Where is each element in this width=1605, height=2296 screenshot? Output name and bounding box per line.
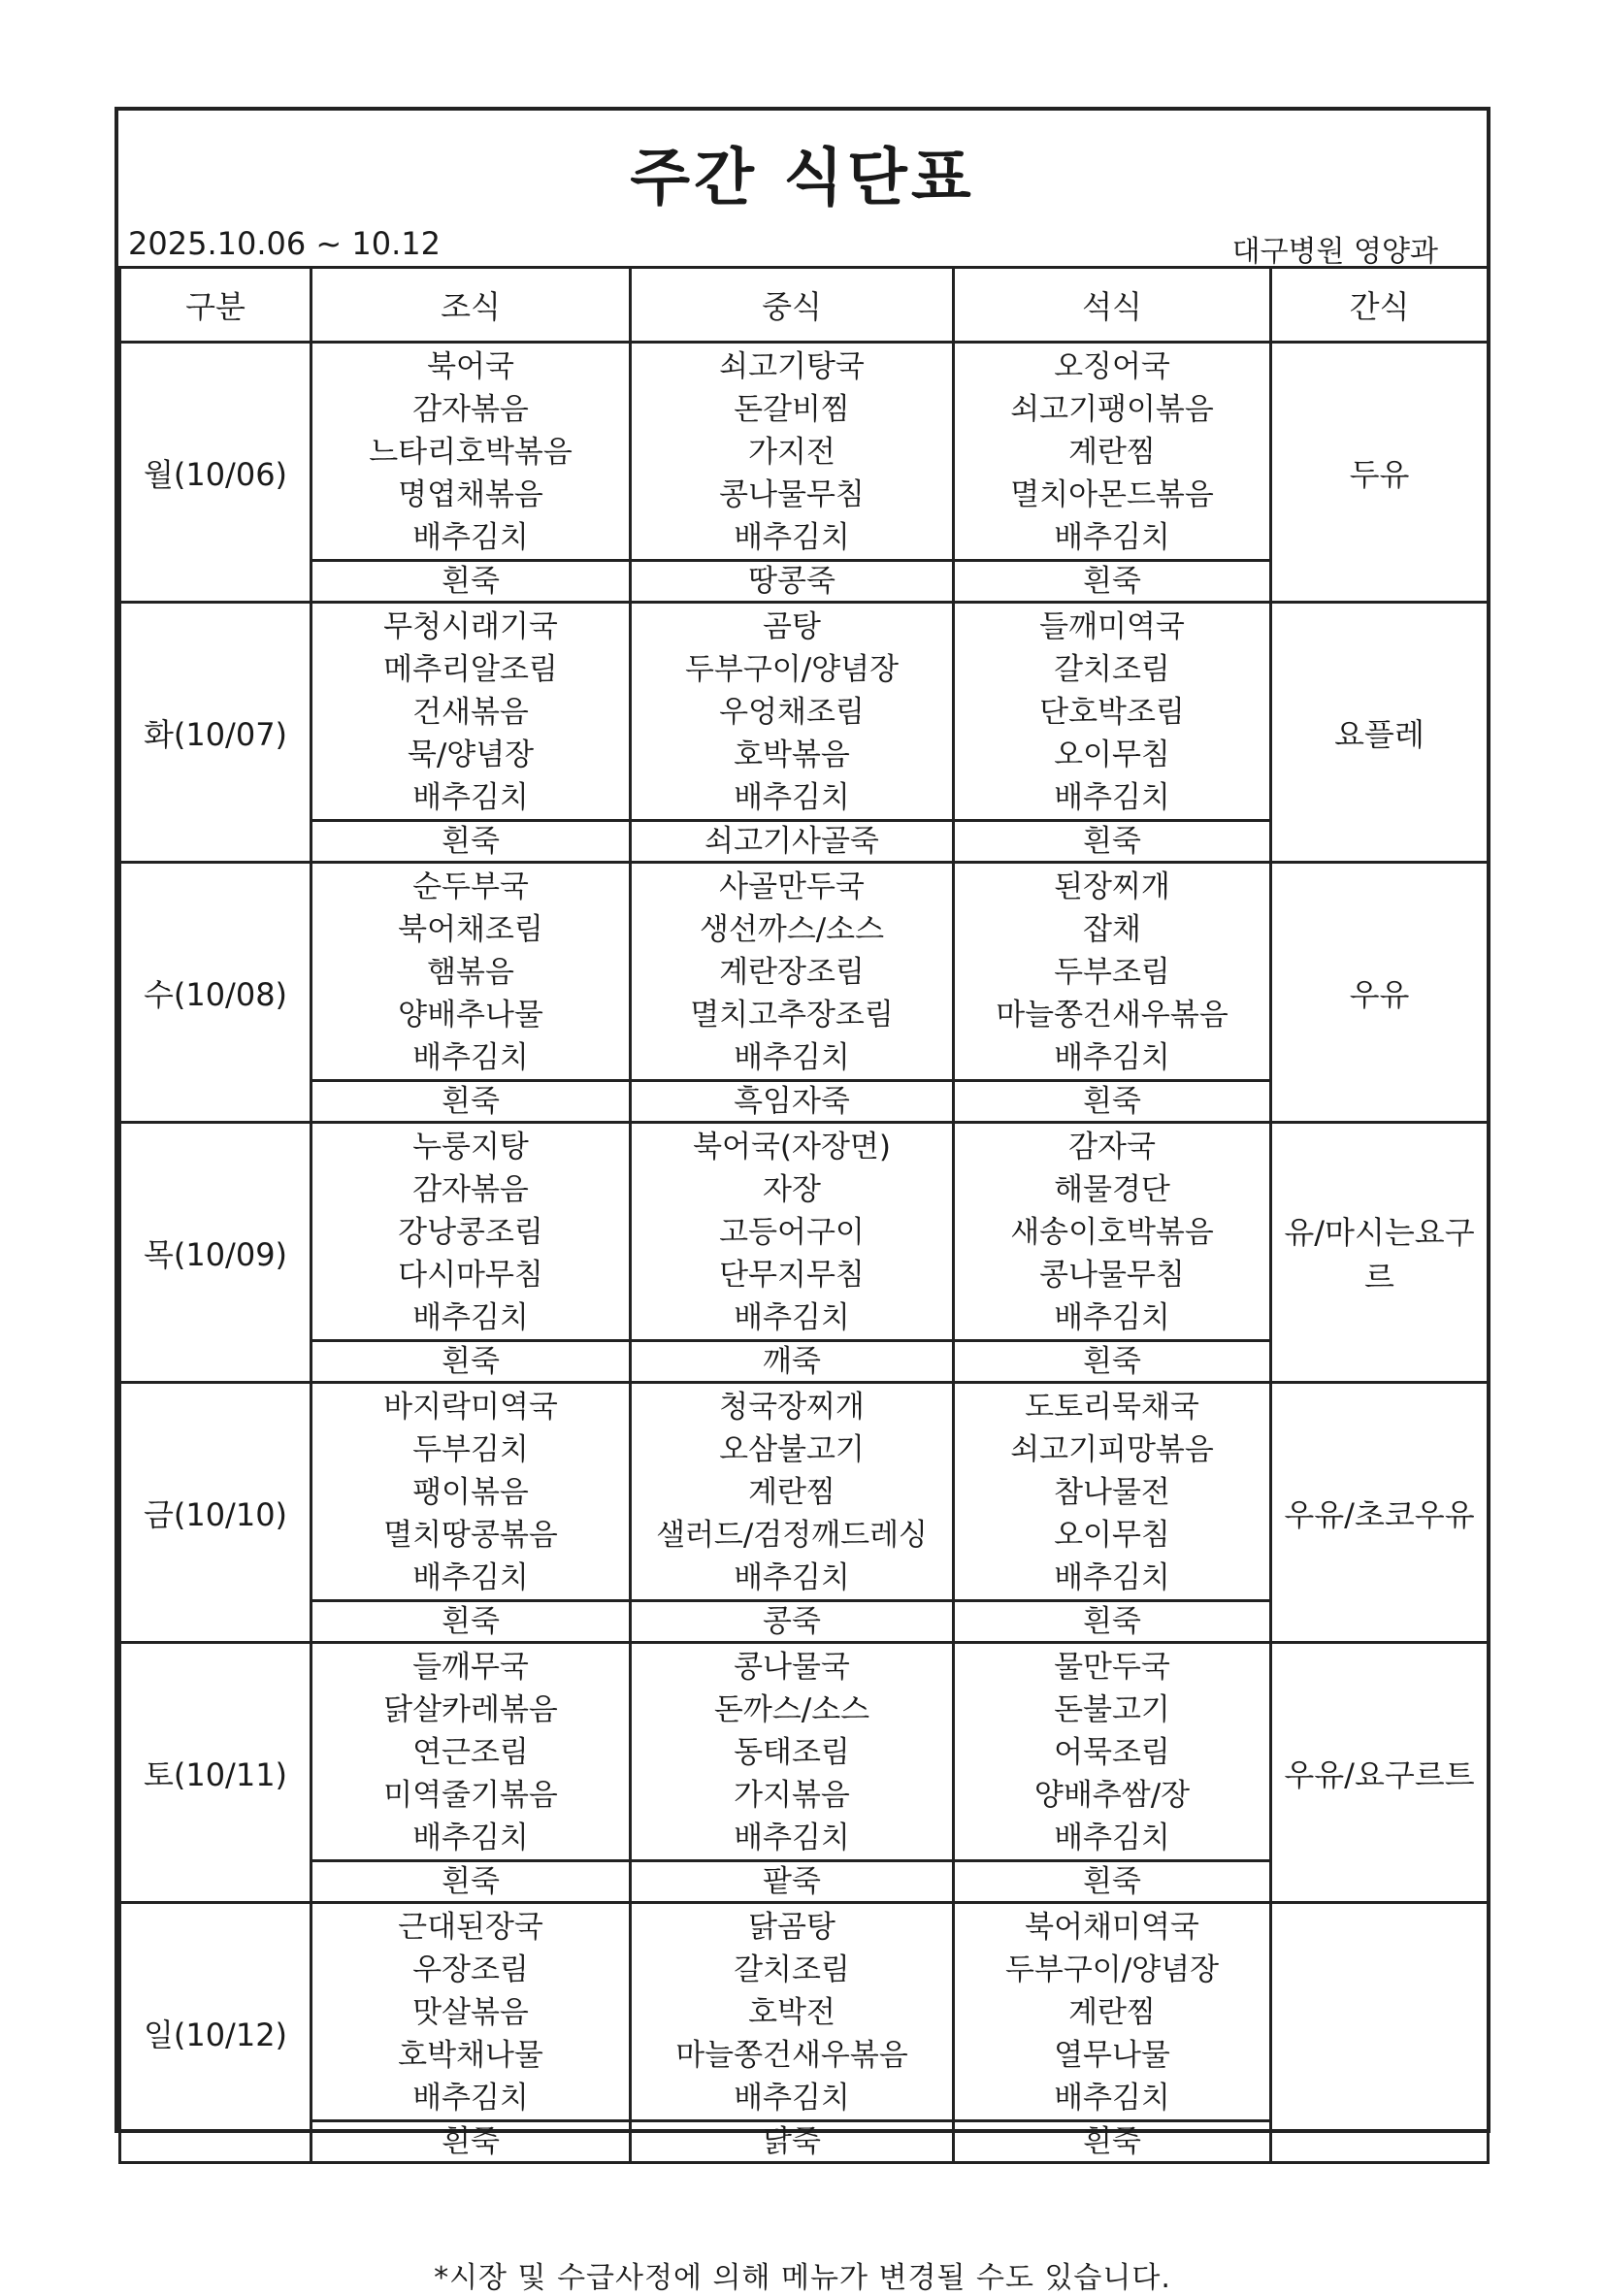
menu-item: 우장조림: [412, 1952, 529, 1987]
header-row: [120, 268, 1489, 343]
porridge-item: 흰죽: [311, 561, 631, 603]
porridge-item: 콩죽: [631, 1601, 954, 1643]
menu-item: 가지볶음: [734, 1778, 850, 1813]
menu-item: 갈치조림: [734, 1952, 850, 1987]
menu-item: 배추김치: [734, 1560, 850, 1595]
day-label: 목(10/09): [120, 1123, 311, 1383]
menu-item: 배추김치: [734, 520, 850, 555]
menu-item: 북어채조림: [398, 912, 543, 947]
lunch-cell: [631, 343, 954, 561]
menu-item: 돈갈비찜: [734, 392, 850, 427]
porridge-item: 흰죽: [954, 561, 1271, 603]
snack-cell: 우유: [1271, 863, 1489, 1123]
menu-item: 들깨미역국: [1039, 609, 1185, 644]
menu-item: 배추김치: [412, 780, 529, 815]
menu-item: 콩나물무침: [1039, 1258, 1185, 1293]
menu-item: 팽이볶음: [412, 1475, 529, 1510]
menu-item: 고등어구이: [719, 1215, 865, 1250]
menu-item: 배추김치: [734, 1820, 850, 1855]
porridge-item: 흰죽: [311, 821, 631, 863]
dinner-cell: [954, 1383, 1271, 1601]
menu-item: 우엉채조림: [719, 695, 865, 730]
menu-item: 두부구이/양념장: [684, 652, 900, 687]
menu-item: 오징어국: [1054, 349, 1170, 384]
day-row: [120, 1643, 1489, 1861]
day-label: 수(10/08): [120, 863, 311, 1123]
lunch-cell: [631, 1903, 954, 2121]
porridge-item: 팥죽: [631, 1861, 954, 1903]
menu-item: 쇠고기팽이볶음: [1010, 392, 1214, 427]
menu-item: 된장찌개: [1054, 869, 1170, 904]
dinner-cell: [954, 1643, 1271, 1861]
day-label: 월(10/06): [120, 343, 311, 603]
menu-item: 무청시래기국: [383, 609, 558, 644]
menu-item: 어묵조림: [1054, 1735, 1170, 1770]
porridge-item: 흰죽: [954, 1341, 1271, 1383]
menu-item: 양배추나물: [398, 998, 543, 1033]
menu-item: 배추김치: [1054, 1560, 1170, 1595]
day-label: 일(10/12): [120, 1903, 311, 2163]
menu-item: 배추김치: [1054, 780, 1170, 815]
menu-item: 배추김치: [734, 2081, 850, 2116]
lunch-cell: [631, 1123, 954, 1341]
menu-item: 물만두국: [1054, 1650, 1170, 1685]
menu-item: 곰탕: [763, 609, 821, 644]
menu-item: 오이무침: [1054, 1518, 1170, 1553]
menu-item: 동태조림: [734, 1735, 850, 1770]
porridge-item: 흰죽: [954, 1081, 1271, 1123]
menu-item: 배추김치: [1054, 2081, 1170, 2116]
menu-item: 배추김치: [1054, 520, 1170, 555]
porridge-item: 닭죽: [631, 2121, 954, 2163]
menu-item: 배추김치: [412, 1820, 529, 1855]
breakfast-menu-list: [312, 1904, 629, 2119]
menu-item: 배추김치: [1054, 1040, 1170, 1075]
menu-item: 호박전: [748, 1995, 835, 2030]
menu-item: 샐러드/검정깨드레싱: [656, 1518, 928, 1553]
day-row: [120, 863, 1489, 1081]
breakfast-menu-list: [312, 604, 629, 819]
day-label: 토(10/11): [120, 1643, 311, 1903]
menu-item: 잡채: [1083, 912, 1141, 947]
menu-item: 콩나물무침: [719, 477, 865, 512]
menu-item: 오이무침: [1054, 738, 1170, 772]
menu-item: 멸치고추장조림: [690, 998, 894, 1033]
porridge-item: 흰죽: [954, 821, 1271, 863]
menu-item: 콩나물국: [734, 1650, 850, 1685]
menu-item: 배추김치: [412, 1040, 529, 1075]
snack-cell: 우유/요구르트: [1271, 1643, 1489, 1903]
header-category: 구분: [120, 268, 311, 343]
lunch-menu-list: [632, 864, 952, 1079]
lunch-menu-list: [632, 1904, 952, 2119]
day-row: [120, 343, 1489, 561]
porridge-item: 흰죽: [311, 2121, 631, 2163]
porridge-item: 땅콩죽: [631, 561, 954, 603]
menu-item: 북어국(자장면): [693, 1130, 891, 1164]
menu-item: 감자국: [1068, 1130, 1156, 1164]
menu-item: 새송이호박볶음: [1010, 1215, 1214, 1250]
header-breakfast: 조식: [311, 268, 631, 343]
day-label: 금(10/10): [120, 1383, 311, 1643]
date-range: 2025.10.06 ~ 10.12: [128, 225, 441, 262]
day-row: [120, 1383, 1489, 1601]
breakfast-cell: [311, 1903, 631, 2121]
menu-item: 배추김치: [734, 1040, 850, 1075]
menu-item: 마늘쫑건새우볶음: [996, 998, 1228, 1033]
lunch-cell: [631, 603, 954, 821]
menu-item: 멸치아몬드볶음: [1010, 477, 1214, 512]
menu-item: 멸치땅콩볶음: [383, 1518, 558, 1553]
menu-item: 배추김치: [412, 1300, 529, 1335]
day-label: 화(10/07): [120, 603, 311, 863]
day-row: [120, 1123, 1489, 1341]
dinner-cell: [954, 1123, 1271, 1341]
menu-item: 호박채나물: [398, 2038, 543, 2073]
porridge-item: 흰죽: [311, 1861, 631, 1903]
menu-item: 청국장찌개: [719, 1390, 865, 1425]
menu-item: 가지전: [748, 435, 835, 470]
menu-item: 누룽지탕: [412, 1130, 529, 1164]
lunch-menu-list: [632, 1644, 952, 1859]
porridge-item: 흰죽: [311, 1341, 631, 1383]
porridge-item: 흰죽: [954, 1861, 1271, 1903]
menu-item: 열무나물: [1054, 2038, 1170, 2073]
dinner-menu-list: [955, 864, 1269, 1079]
porridge-item: 깨죽: [631, 1341, 954, 1383]
menu-item: 배추김치: [1054, 1820, 1170, 1855]
menu-item: 배추김치: [734, 780, 850, 815]
snack-cell: 요플레: [1271, 603, 1489, 863]
menu-item: 계란찜: [1068, 1995, 1156, 2030]
menu-sheet: [115, 107, 1490, 2295]
menu-item: 마늘쫑건새우볶음: [675, 2038, 908, 2073]
menu-item: 두부조림: [1054, 955, 1170, 990]
breakfast-cell: [311, 1643, 631, 1861]
menu-item: 두부김치: [412, 1432, 529, 1467]
menu-item: 북어국: [427, 349, 514, 384]
menu-item: 쇠고기탕국: [719, 349, 865, 384]
snack-cell: 두유: [1271, 343, 1489, 603]
menu-item: 건새볶음: [412, 695, 529, 730]
porridge-item: 흰죽: [954, 2121, 1271, 2163]
dinner-menu-list: [955, 1904, 1269, 2119]
breakfast-cell: [311, 1383, 631, 1601]
menu-item: 연근조림: [412, 1735, 529, 1770]
menu-item: 들깨무국: [412, 1650, 529, 1685]
menu-item: 양배추쌈/장: [1033, 1778, 1191, 1813]
breakfast-menu-list: [312, 344, 629, 559]
menu-item: 도토리묵채국: [1025, 1390, 1199, 1425]
day-row: [120, 603, 1489, 821]
menu-item: 해물경단: [1054, 1172, 1170, 1207]
menu-item: 바지락미역국: [383, 1390, 558, 1425]
menu-item: 쇠고기피망볶음: [1010, 1432, 1214, 1467]
menu-item: 갈치조림: [1054, 652, 1170, 687]
organization-name: 대구병원 영양과: [1231, 235, 1438, 269]
dinner-menu-list: [955, 1124, 1269, 1339]
dinner-menu-list: [955, 1644, 1269, 1859]
breakfast-menu-list: [312, 1384, 629, 1599]
menu-item: 두부구이/양념장: [1004, 1952, 1220, 1987]
lunch-cell: [631, 1643, 954, 1861]
lunch-menu-list: [632, 344, 952, 559]
snack-cell: 우유/초코우유: [1271, 1383, 1489, 1643]
menu-item: 단호박조림: [1039, 695, 1185, 730]
lunch-menu-list: [632, 1124, 952, 1339]
menu-item: 사골만두국: [719, 869, 865, 904]
menu-item: 배추김치: [412, 1560, 529, 1595]
menu-item: 강낭콩조림: [398, 1215, 543, 1250]
porridge-item: 쇠고기사골죽: [631, 821, 954, 863]
menu-item: 다시마무침: [398, 1258, 543, 1293]
dinner-cell: [954, 1903, 1271, 2121]
menu-item: 닭곰탕: [748, 1910, 835, 1945]
breakfast-cell: [311, 863, 631, 1081]
header-lunch: 중식: [631, 268, 954, 343]
porridge-item: 흰죽: [311, 1081, 631, 1123]
menu-item: 맛살볶음: [412, 1995, 529, 2030]
day-row: [120, 1903, 1489, 2121]
dinner-menu-list: [955, 1384, 1269, 1599]
breakfast-cell: [311, 1123, 631, 1341]
menu-item: 돈불고기: [1054, 1692, 1170, 1727]
menu-body: [120, 343, 1489, 2163]
menu-item: 오삼불고기: [719, 1432, 865, 1467]
menu-item: 생선까스/소스: [699, 912, 885, 947]
menu-item: 미역줄기볶음: [383, 1778, 558, 1813]
lunch-menu-list: [632, 1384, 952, 1599]
dinner-menu-list: [955, 604, 1269, 819]
weekly-menu-table: [118, 266, 1490, 2164]
menu-item: 명엽채볶음: [398, 477, 543, 512]
page-title: 주간 식단표: [630, 143, 975, 214]
dinner-menu-list: [955, 344, 1269, 559]
snack-cell: 유/마시는요구르: [1271, 1123, 1489, 1383]
menu-item: 배추김치: [734, 1300, 850, 1335]
dinner-cell: [954, 603, 1271, 821]
menu-item: 감자볶음: [412, 392, 529, 427]
lunch-cell: [631, 863, 954, 1081]
menu-item: 햄볶음: [427, 955, 514, 990]
footnote: *시장 및 수급사정에 의해 메뉴가 변경될 수도 있습니다.: [434, 2261, 1171, 2295]
menu-item: 배추김치: [1054, 1300, 1170, 1335]
porridge-item: 흰죽: [954, 1601, 1271, 1643]
lunch-menu-list: [632, 604, 952, 819]
menu-item: 호박볶음: [734, 738, 850, 772]
porridge-item: 흑임자죽: [631, 1081, 954, 1123]
menu-item: 돈까스/소스: [713, 1692, 870, 1727]
menu-item: 계란찜: [1068, 435, 1156, 470]
menu-item: 메추리알조림: [383, 652, 558, 687]
breakfast-menu-list: [312, 1644, 629, 1859]
header-snack: 간식: [1271, 268, 1489, 343]
menu-item: 계란장조림: [719, 955, 865, 990]
breakfast-cell: [311, 603, 631, 821]
menu-item: 근대된장국: [398, 1910, 543, 1945]
header-dinner: 석식: [954, 268, 1271, 343]
menu-item: 감자볶음: [412, 1172, 529, 1207]
menu-item: 자장: [763, 1172, 821, 1207]
breakfast-cell: [311, 343, 631, 561]
menu-item: 단무지무침: [719, 1258, 865, 1293]
menu-item: 묵/양념장: [407, 738, 535, 772]
menu-item: 북어채미역국: [1025, 1910, 1199, 1945]
menu-item: 배추김치: [412, 520, 529, 555]
menu-item: 닭살카레볶음: [383, 1692, 558, 1727]
dinner-cell: [954, 863, 1271, 1081]
breakfast-menu-list: [312, 864, 629, 1079]
menu-item: 느타리호박볶음: [369, 435, 573, 470]
menu-item: 순두부국: [412, 869, 529, 904]
menu-item: 계란찜: [748, 1475, 835, 1510]
menu-item: 배추김치: [412, 2081, 529, 2116]
lunch-cell: [631, 1383, 954, 1601]
porridge-item: 흰죽: [311, 1601, 631, 1643]
menu-item: 참나물전: [1054, 1475, 1170, 1510]
snack-cell: [1271, 1903, 1489, 2163]
dinner-cell: [954, 343, 1271, 561]
breakfast-menu-list: [312, 1124, 629, 1339]
